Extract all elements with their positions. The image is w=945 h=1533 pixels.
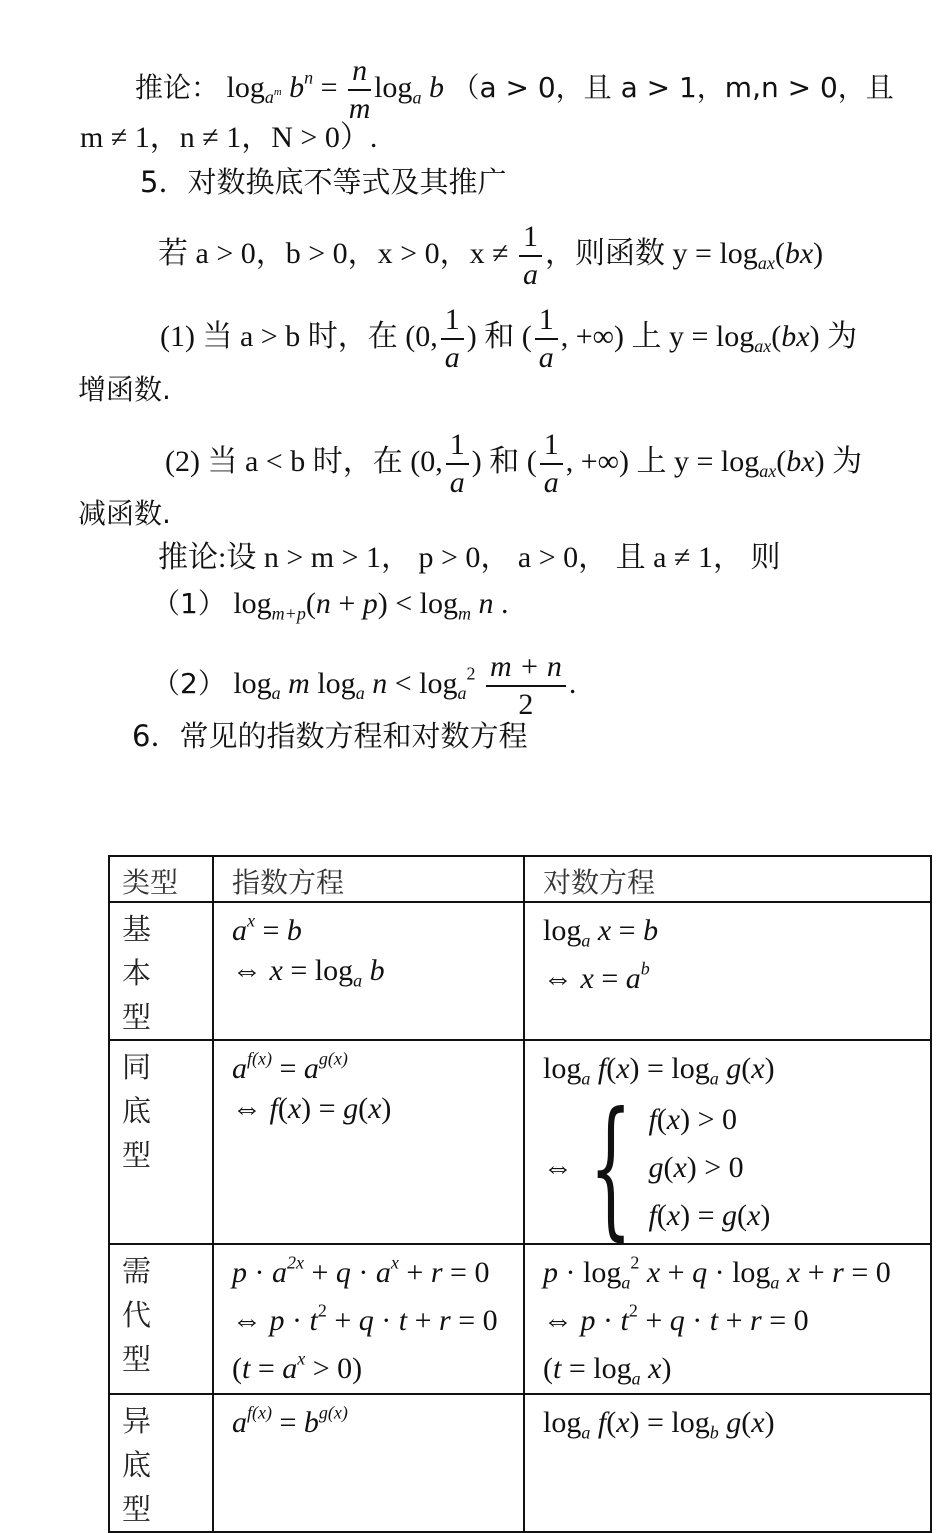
section-5-item-1: (1) 当 a > b 时，在 (0, $\frac{1}{a}$ ) 和 ( $\frac{1}{a}$ , +∞) 上 $y = \log_{ax}(bx)$ 为 <box>160 303 858 374</box>
section-5-corollary-2: （2） $\log_a m$ $\log_a n < \log_a^2$ $\frac{m + n}{2}$ . <box>152 650 577 721</box>
section-5-item-1-cont: 增函数. <box>78 373 171 406</box>
exp-different-base: $a^{f(x)} = b^{g(x)}$ <box>213 1394 524 1532</box>
type-different-base: 异底型 <box>109 1394 213 1532</box>
section-6-heading: 6．常见的指数方程和对数方程 <box>132 719 528 753</box>
type-substitution: 需代型 <box>109 1244 213 1394</box>
header-exponential: 指数方程 <box>213 856 524 902</box>
corollary-formula: $\log_{a^m} b^n$ = $\frac{n}{m}$ $\log_a b$ <box>226 54 444 125</box>
left-brace-icon: { <box>589 1081 633 1255</box>
exp-basic: $a^x = b$ ⇔ $x = \log_a b$ <box>213 902 524 1040</box>
log-same-base: $\log_a f(x) = \log_a g(x)$ ⇔ { f(x) > 0 g(x) > 0 f(x) = g(x) <box>524 1040 931 1244</box>
table-row <box>109 1244 931 1394</box>
log-substitution: $p \cdot \log_a^2 x + q \cdot \log_a x + r = 0$ ⇔ $p \cdot t^2 + q \cdot t + r = 0$ $(t = \log_a x)$ <box>524 1244 931 1394</box>
premise-text: 若 a > 0，b > 0，x > 0，x ≠ <box>158 236 509 270</box>
section-5-item-2-cont: 减函数. <box>78 497 171 530</box>
log-basic: $\log_a x = b$ ⇔ $x = a^b$ <box>524 902 931 1040</box>
corollary-conditions: （a > 0，且 a > 1，m,n > 0，且 <box>451 70 894 104</box>
table-row <box>109 1394 931 1532</box>
section-5-premise: 若 a > 0，b > 0，x > 0，x ≠ $\frac{1}{a}$ ，则函数 $y = \log_{ax}(bx)$ <box>158 220 824 291</box>
corollary-conditions-cont: m ≠ 1，n ≠ 1，N > 0）. <box>80 121 378 154</box>
system-brace: ⇔ { f(x) > 0 g(x) > 0 f(x) = g(x) <box>543 1081 771 1255</box>
corollary-line-2 <box>80 118 377 158</box>
type-same-base: 同底型 <box>109 1040 213 1244</box>
table-row <box>109 902 931 1040</box>
log-different-base: $\log_a f(x) = \log_b g(x)$ <box>524 1394 931 1532</box>
section-5-item-2: (2) 当 a < b 时，在 (0, $\frac{1}{a}$ ) 和 ( $\frac{1}{a}$ , +∞) 上 $y = \log_{ax}(bx)$ 为 <box>165 428 863 499</box>
exp-substitution: $p \cdot a^{2x} + q \cdot a^x + r = 0$ ⇔ $p \cdot t^2 + q \cdot t + r = 0$ $(t = a^x > 0)$ <box>213 1244 524 1394</box>
table-row <box>109 1040 931 1244</box>
table-header-row <box>109 856 931 902</box>
section-5-heading: 5．对数换底不等式及其推广 <box>140 165 507 199</box>
corollary-line-1 <box>135 56 894 124</box>
type-basic: 基本型 <box>109 902 213 1040</box>
equation-table <box>108 855 932 1533</box>
premise-func: ，则函数 y = log <box>545 236 758 270</box>
section-5-corollary: 推论:设 n > m > 1， p > 0， a > 0， 且 a ≠ 1， 则 <box>158 541 781 574</box>
section-5-corollary-1: （1） $\log_{m+p}(n + p) < \log_m n$ . <box>152 587 509 624</box>
exp-same-base: $a^{f(x)} = a^{g(x)}$ ⇔ f(x) = g(x) <box>213 1040 524 1244</box>
corollary-label: 推论： <box>135 70 220 104</box>
header-logarithmic: 对数方程 <box>524 856 931 902</box>
header-type: 类型 <box>109 856 213 902</box>
